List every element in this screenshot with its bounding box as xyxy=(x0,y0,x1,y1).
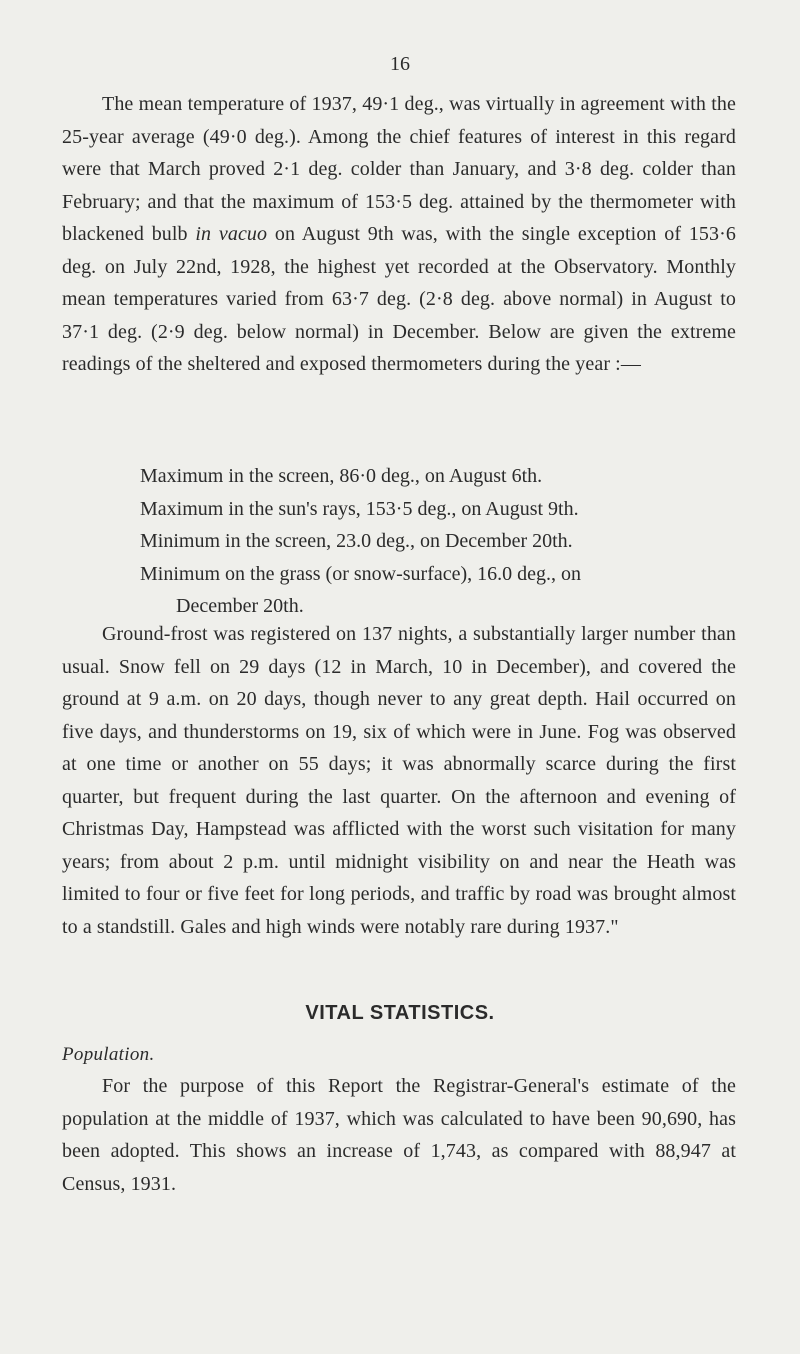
weather-events-paragraph: Ground-frost was registered on 137 nights, a substantially larger number than usual. Snow fell on 29 days (12 in March, 10 in December), and covered the ground at 9 a.m. on 20 days, though never to any great depth. Hail occurred on five days, and thunderstorms on 19, six of which were in June. Fog was observed at one time or another on 55 days; it was abnormally scarce during the first quarter, but frequent during the last quarter. On the afternoon and evening of Christmas Day, Hampstead was afflicted with the worst such visitation for many years; from about 2 p.m. until midnight visibility on and near the Heath was limited to four or five feet for long periods, and traffic by road was brought almost to a standstill. Gales and high winds were notably rare during 1937." xyxy=(62,623,736,938)
temperature-paragraph xyxy=(62,88,736,381)
population-paragraph: For the purpose of this Report the Registrar-General's estimate of the population at the middle of 1937, which was calculated to have been 90,690, has been adopted. This shows an increase of 1,743, as compared with 88,947 at Census, 1931. xyxy=(62,1075,736,1195)
reading-item-line-2: December 20th. xyxy=(176,595,304,617)
temperature-paragraph-part2: on August 9th was, with the single exception of 153·6 deg. on July 22nd, 1928, the highest yet recorded at the Observatory. Monthly mean temperatures varied from 63·7 deg. (2·8 deg. above normal) in August to 37·1 deg. (2·9 deg. below normal) in December. Below are given the extreme readings of the sheltered and exposed thermometers during the year :— xyxy=(62,223,736,375)
section-heading: VITAL STATISTICS. xyxy=(305,1002,495,1024)
reading-item: Maximum in the screen, 86·0 deg., on August 6th. xyxy=(140,465,543,487)
temperature-paragraph-italic: in vacuo xyxy=(195,223,268,245)
subsection-heading: Population. xyxy=(62,1044,155,1065)
reading-item: Minimum in the screen, 23.0 deg., on December 20th. xyxy=(140,530,573,552)
reading-item-line-1: Minimum on the grass (or snow-surface), 16.0 deg., on xyxy=(140,562,582,585)
reading-item xyxy=(140,558,740,623)
page-number: 16 xyxy=(390,53,410,75)
extreme-readings-list xyxy=(140,460,740,623)
reading-item: Maximum in the sun's rays, 153·5 deg., on August 9th. xyxy=(140,497,579,520)
temperature-paragraph-part1: The mean temperature of 1937, 49·1 deg., was virtually in agreement with the 25-year average (49·0 deg.). Among the chief features of interest in this regard were that March proved 2·1 deg. colder than January, and 3·8 deg. colder than February; and that the maximum of 153·5 deg. attained by the thermometer with blackened bulb xyxy=(62,93,736,245)
